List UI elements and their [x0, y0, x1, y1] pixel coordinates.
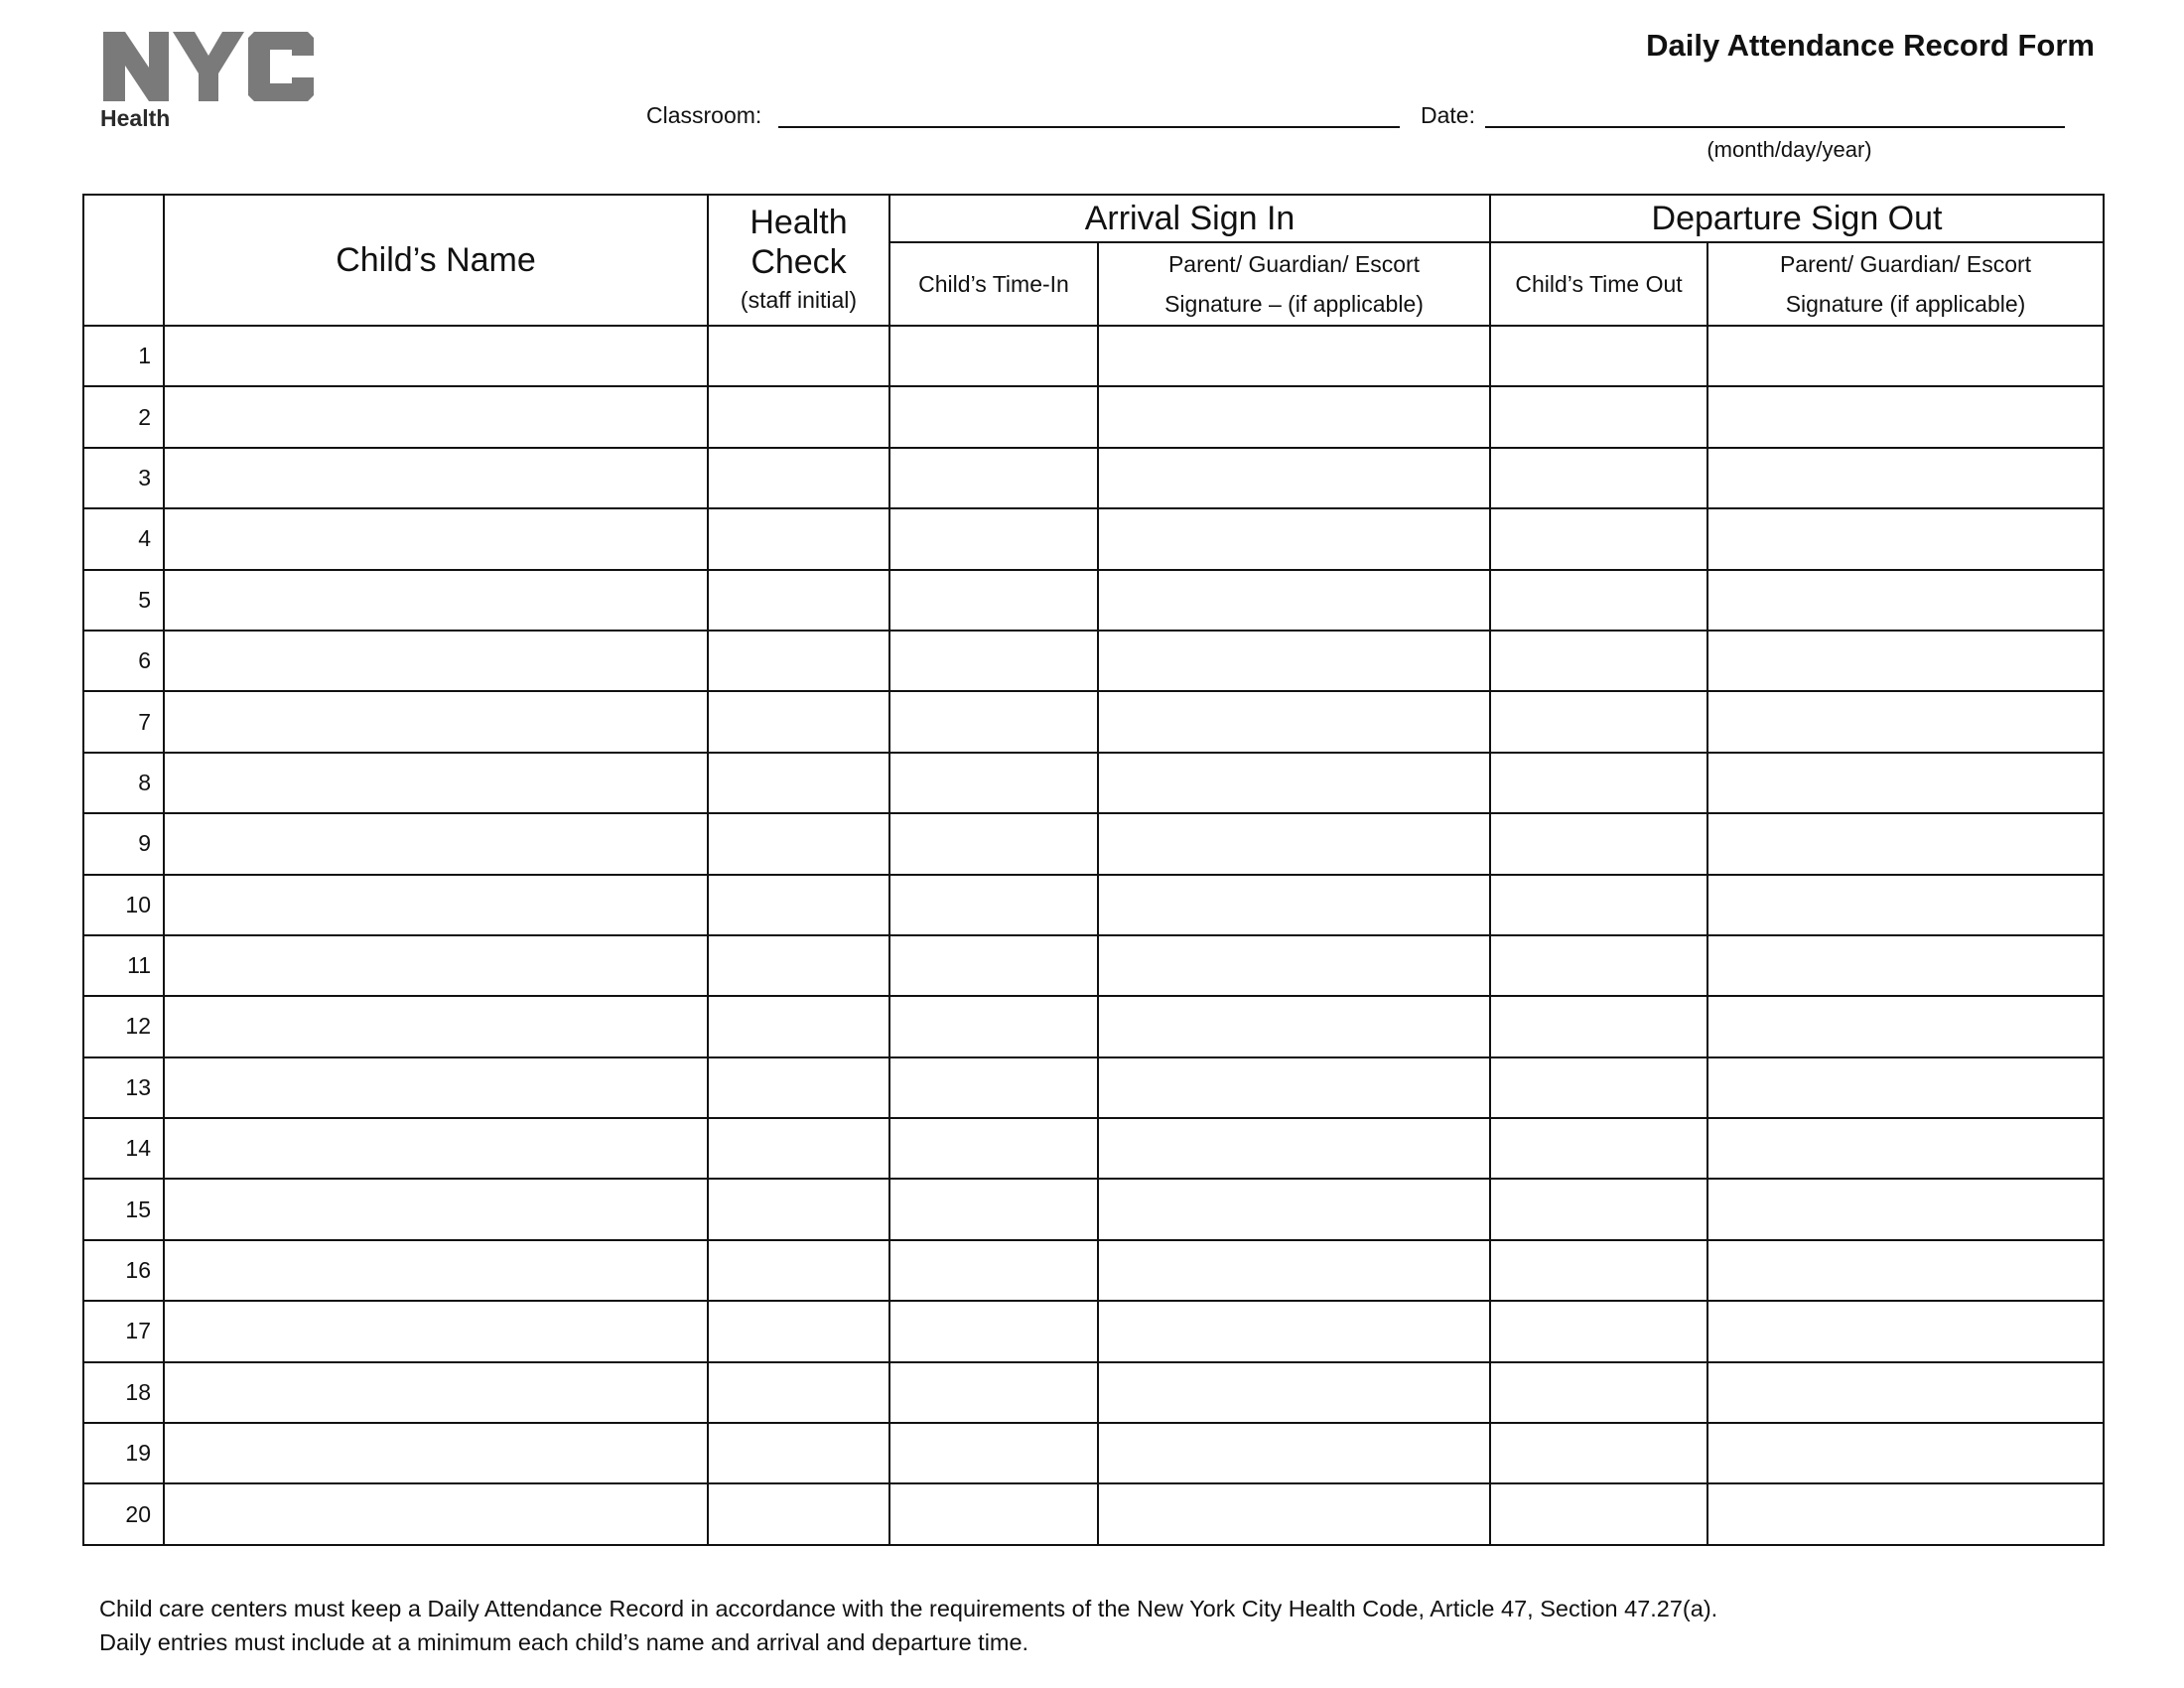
table-row — [83, 326, 2104, 386]
row-number: 19 — [83, 1423, 164, 1483]
table-row — [83, 691, 2104, 752]
arrival-signature-cell[interactable] — [1098, 1483, 1490, 1544]
departure-signature-cell[interactable] — [1707, 1423, 2104, 1483]
row-number: 14 — [83, 1118, 164, 1179]
time-in-cell[interactable] — [889, 1483, 1098, 1544]
table-row — [83, 1362, 2104, 1423]
row-number: 16 — [83, 1240, 164, 1301]
time-in-cell[interactable] — [889, 935, 1098, 996]
departure-signature-cell[interactable] — [1707, 1057, 2104, 1118]
departure-signature-cell[interactable] — [1707, 935, 2104, 996]
departure-signature-cell[interactable] — [1707, 1301, 2104, 1361]
health-check-cell[interactable] — [708, 448, 889, 508]
time-out-cell[interactable] — [1490, 691, 1707, 752]
childs-name-cell[interactable] — [164, 631, 708, 691]
childs-name-cell[interactable] — [164, 570, 708, 631]
health-check-cell[interactable] — [708, 631, 889, 691]
time-out-cell[interactable] — [1490, 1118, 1707, 1179]
row-number: 17 — [83, 1301, 164, 1361]
departure-signature-line1: Parent/ Guardian/ Escort — [1779, 251, 2032, 277]
date-label: Date: — [1421, 102, 1475, 128]
childs-name-cell[interactable] — [164, 508, 708, 569]
departure-signature-cell[interactable] — [1707, 570, 2104, 631]
departure-signature-cell[interactable] — [1707, 813, 2104, 874]
time-out-cell[interactable] — [1490, 508, 1707, 569]
time-out-cell[interactable] — [1490, 875, 1707, 935]
time-in-cell[interactable] — [889, 631, 1098, 691]
departure-signature-line2: Signature (if applicable) — [1785, 291, 2026, 317]
row-number: 8 — [83, 753, 164, 813]
table-row — [83, 508, 2104, 569]
departure-signature-cell[interactable] — [1707, 1362, 2104, 1423]
time-out-cell[interactable] — [1490, 1057, 1707, 1118]
row-number: 9 — [83, 813, 164, 874]
row-number: 7 — [83, 691, 164, 752]
departure-signature-cell[interactable] — [1707, 996, 2104, 1056]
departure-signature-cell[interactable] — [1707, 326, 2104, 386]
health-check-cell[interactable] — [708, 875, 889, 935]
time-out-cell[interactable] — [1490, 326, 1707, 386]
row-number: 1 — [83, 326, 164, 386]
time-out-cell[interactable] — [1490, 570, 1707, 631]
column-header-arrival-signature — [1098, 242, 1490, 326]
row-number: 3 — [83, 448, 164, 508]
arrival-signature-cell[interactable] — [1098, 386, 1490, 447]
childs-name-cell[interactable] — [164, 1483, 708, 1544]
health-check-cell[interactable] — [708, 1301, 889, 1361]
health-check-cell[interactable] — [708, 1483, 889, 1544]
childs-name-cell[interactable] — [164, 813, 708, 874]
arrival-signature-cell[interactable] — [1098, 1057, 1490, 1118]
arrival-signature-cell[interactable] — [1098, 1118, 1490, 1179]
arrival-signature-cell[interactable] — [1098, 875, 1490, 935]
time-in-cell[interactable] — [889, 1057, 1098, 1118]
time-in-cell[interactable] — [889, 691, 1098, 752]
childs-name-cell[interactable] — [164, 753, 708, 813]
departure-signature-cell[interactable] — [1707, 691, 2104, 752]
footer-line-1: Child care centers must keep a Daily Attendance Record in accordance with the requirements of the New York City Health Code, Article 47, Section 47.27(a). — [99, 1596, 1718, 1621]
childs-name-cell[interactable] — [164, 1057, 708, 1118]
health-check-line2: Check — [751, 243, 847, 281]
time-in-cell[interactable] — [889, 753, 1098, 813]
time-out-cell[interactable] — [1490, 935, 1707, 996]
date-format-hint: (month/day/year) — [1706, 137, 1872, 162]
table-row — [83, 1240, 2104, 1301]
nyc-logo-icon — [99, 30, 316, 103]
time-in-cell[interactable] — [889, 813, 1098, 874]
health-check-cell[interactable] — [708, 570, 889, 631]
table-row — [83, 996, 2104, 1056]
health-check-cell[interactable] — [708, 935, 889, 996]
classroom-field[interactable] — [778, 126, 1400, 128]
arrival-signature-cell[interactable] — [1098, 1423, 1490, 1483]
time-in-cell[interactable] — [889, 1301, 1098, 1361]
childs-name-cell[interactable] — [164, 386, 708, 447]
childs-name-cell[interactable] — [164, 1423, 708, 1483]
table-row — [83, 1179, 2104, 1239]
departure-signature-cell[interactable] — [1707, 1483, 2104, 1544]
page-title: Daily Attendance Record Form — [1646, 28, 2095, 63]
column-header-departure-signature — [1707, 242, 2104, 326]
departure-signature-cell[interactable] — [1707, 448, 2104, 508]
table-row — [83, 1301, 2104, 1361]
health-check-cell[interactable] — [708, 691, 889, 752]
date-field[interactable] — [1485, 126, 2065, 128]
time-in-cell[interactable] — [889, 570, 1098, 631]
row-number: 6 — [83, 631, 164, 691]
table-row — [83, 1118, 2104, 1179]
arrival-signature-cell[interactable] — [1098, 1362, 1490, 1423]
departure-signature-cell[interactable] — [1707, 875, 2104, 935]
time-out-cell[interactable] — [1490, 1483, 1707, 1544]
departure-signature-cell[interactable] — [1707, 508, 2104, 569]
childs-name-cell[interactable] — [164, 1301, 708, 1361]
classroom-label: Classroom: — [646, 102, 762, 128]
time-in-cell[interactable] — [889, 1423, 1098, 1483]
column-group-departure: Departure Sign Out — [1490, 195, 2104, 242]
childs-name-cell[interactable] — [164, 1240, 708, 1301]
table-row — [83, 813, 2104, 874]
arrival-signature-cell[interactable] — [1098, 1179, 1490, 1239]
health-check-cell[interactable] — [708, 996, 889, 1056]
arrival-signature-cell[interactable] — [1098, 570, 1490, 631]
column-header-time-out: Child’s Time Out — [1490, 242, 1707, 326]
attendance-table — [82, 194, 2105, 1546]
time-in-cell[interactable] — [889, 386, 1098, 447]
arrival-signature-cell[interactable] — [1098, 326, 1490, 386]
table-row — [83, 1483, 2104, 1544]
time-in-cell[interactable] — [889, 1362, 1098, 1423]
time-in-cell[interactable] — [889, 1179, 1098, 1239]
time-in-cell[interactable] — [889, 996, 1098, 1056]
row-number: 10 — [83, 875, 164, 935]
row-number: 20 — [83, 1483, 164, 1544]
arrival-signature-cell[interactable] — [1098, 813, 1490, 874]
time-in-cell[interactable] — [889, 448, 1098, 508]
table-row — [83, 448, 2104, 508]
time-in-cell[interactable] — [889, 508, 1098, 569]
column-header-time-in: Child’s Time-In — [889, 242, 1098, 326]
arrival-signature-cell[interactable] — [1098, 631, 1490, 691]
arrival-signature-line2: Signature – (if applicable) — [1164, 291, 1424, 317]
time-in-cell[interactable] — [889, 875, 1098, 935]
time-out-cell[interactable] — [1490, 753, 1707, 813]
row-number: 4 — [83, 508, 164, 569]
health-check-cell[interactable] — [708, 1118, 889, 1179]
time-in-cell[interactable] — [889, 326, 1098, 386]
time-out-cell[interactable] — [1490, 448, 1707, 508]
row-number: 2 — [83, 386, 164, 447]
arrival-signature-cell[interactable] — [1098, 508, 1490, 569]
health-check-cell[interactable] — [708, 1362, 889, 1423]
departure-signature-cell[interactable] — [1707, 1179, 2104, 1239]
arrival-signature-cell[interactable] — [1098, 691, 1490, 752]
footer-note — [99, 1592, 1717, 1659]
childs-name-cell[interactable] — [164, 448, 708, 508]
table-row — [83, 1057, 2104, 1118]
table-row — [83, 386, 2104, 447]
row-number-header — [83, 195, 164, 326]
time-out-cell[interactable] — [1490, 1240, 1707, 1301]
row-number: 5 — [83, 570, 164, 631]
row-number: 13 — [83, 1057, 164, 1118]
arrival-signature-line1: Parent/ Guardian/ Escort — [1167, 251, 1421, 277]
table-row — [83, 570, 2104, 631]
health-check-cell[interactable] — [708, 1423, 889, 1483]
health-check-cell[interactable] — [708, 386, 889, 447]
health-check-line1: Health — [750, 204, 848, 241]
arrival-signature-cell[interactable] — [1098, 1301, 1490, 1361]
childs-name-cell[interactable] — [164, 1362, 708, 1423]
childs-name-cell[interactable] — [164, 875, 708, 935]
table-row — [83, 753, 2104, 813]
childs-name-cell[interactable] — [164, 326, 708, 386]
column-header-childs-name: Child’s Name — [164, 195, 708, 326]
table-row — [83, 935, 2104, 996]
arrival-signature-cell[interactable] — [1098, 1240, 1490, 1301]
health-check-note: (staff initial) — [740, 287, 858, 313]
row-number: 11 — [83, 935, 164, 996]
table-row — [83, 631, 2104, 691]
column-header-health-check — [708, 195, 889, 326]
logo-subtitle: Health — [100, 105, 171, 131]
row-number: 15 — [83, 1179, 164, 1239]
time-out-cell[interactable] — [1490, 1362, 1707, 1423]
nyc-health-logo — [99, 30, 318, 139]
health-check-cell[interactable] — [708, 753, 889, 813]
arrival-signature-cell[interactable] — [1098, 753, 1490, 813]
health-check-cell[interactable] — [708, 1057, 889, 1118]
health-check-cell[interactable] — [708, 813, 889, 874]
column-group-arrival: Arrival Sign In — [889, 195, 1490, 242]
table-row — [83, 1423, 2104, 1483]
time-in-cell[interactable] — [889, 1240, 1098, 1301]
arrival-signature-cell[interactable] — [1098, 448, 1490, 508]
footer-line-2: Daily entries must include at a minimum each child’s name and arrival and departure time. — [99, 1629, 1029, 1655]
childs-name-cell[interactable] — [164, 1118, 708, 1179]
arrival-signature-cell[interactable] — [1098, 996, 1490, 1056]
childs-name-cell[interactable] — [164, 996, 708, 1056]
arrival-signature-cell[interactable] — [1098, 935, 1490, 996]
time-out-cell[interactable] — [1490, 996, 1707, 1056]
time-out-cell[interactable] — [1490, 1301, 1707, 1361]
time-in-cell[interactable] — [889, 1118, 1098, 1179]
health-check-cell[interactable] — [708, 326, 889, 386]
departure-signature-cell[interactable] — [1707, 631, 2104, 691]
departure-signature-cell[interactable] — [1707, 386, 2104, 447]
departure-signature-cell[interactable] — [1707, 753, 2104, 813]
time-out-cell[interactable] — [1490, 813, 1707, 874]
row-number: 12 — [83, 996, 164, 1056]
time-out-cell[interactable] — [1490, 1179, 1707, 1239]
time-out-cell[interactable] — [1490, 1423, 1707, 1483]
childs-name-cell[interactable] — [164, 691, 708, 752]
departure-signature-cell[interactable] — [1707, 1240, 2104, 1301]
row-number: 18 — [83, 1362, 164, 1423]
health-check-cell[interactable] — [708, 1240, 889, 1301]
departure-signature-cell[interactable] — [1707, 1118, 2104, 1179]
health-check-cell[interactable] — [708, 1179, 889, 1239]
childs-name-cell[interactable] — [164, 935, 708, 996]
time-out-cell[interactable] — [1490, 631, 1707, 691]
health-check-cell[interactable] — [708, 508, 889, 569]
childs-name-cell[interactable] — [164, 1179, 708, 1239]
time-out-cell[interactable] — [1490, 386, 1707, 447]
table-row — [83, 875, 2104, 935]
